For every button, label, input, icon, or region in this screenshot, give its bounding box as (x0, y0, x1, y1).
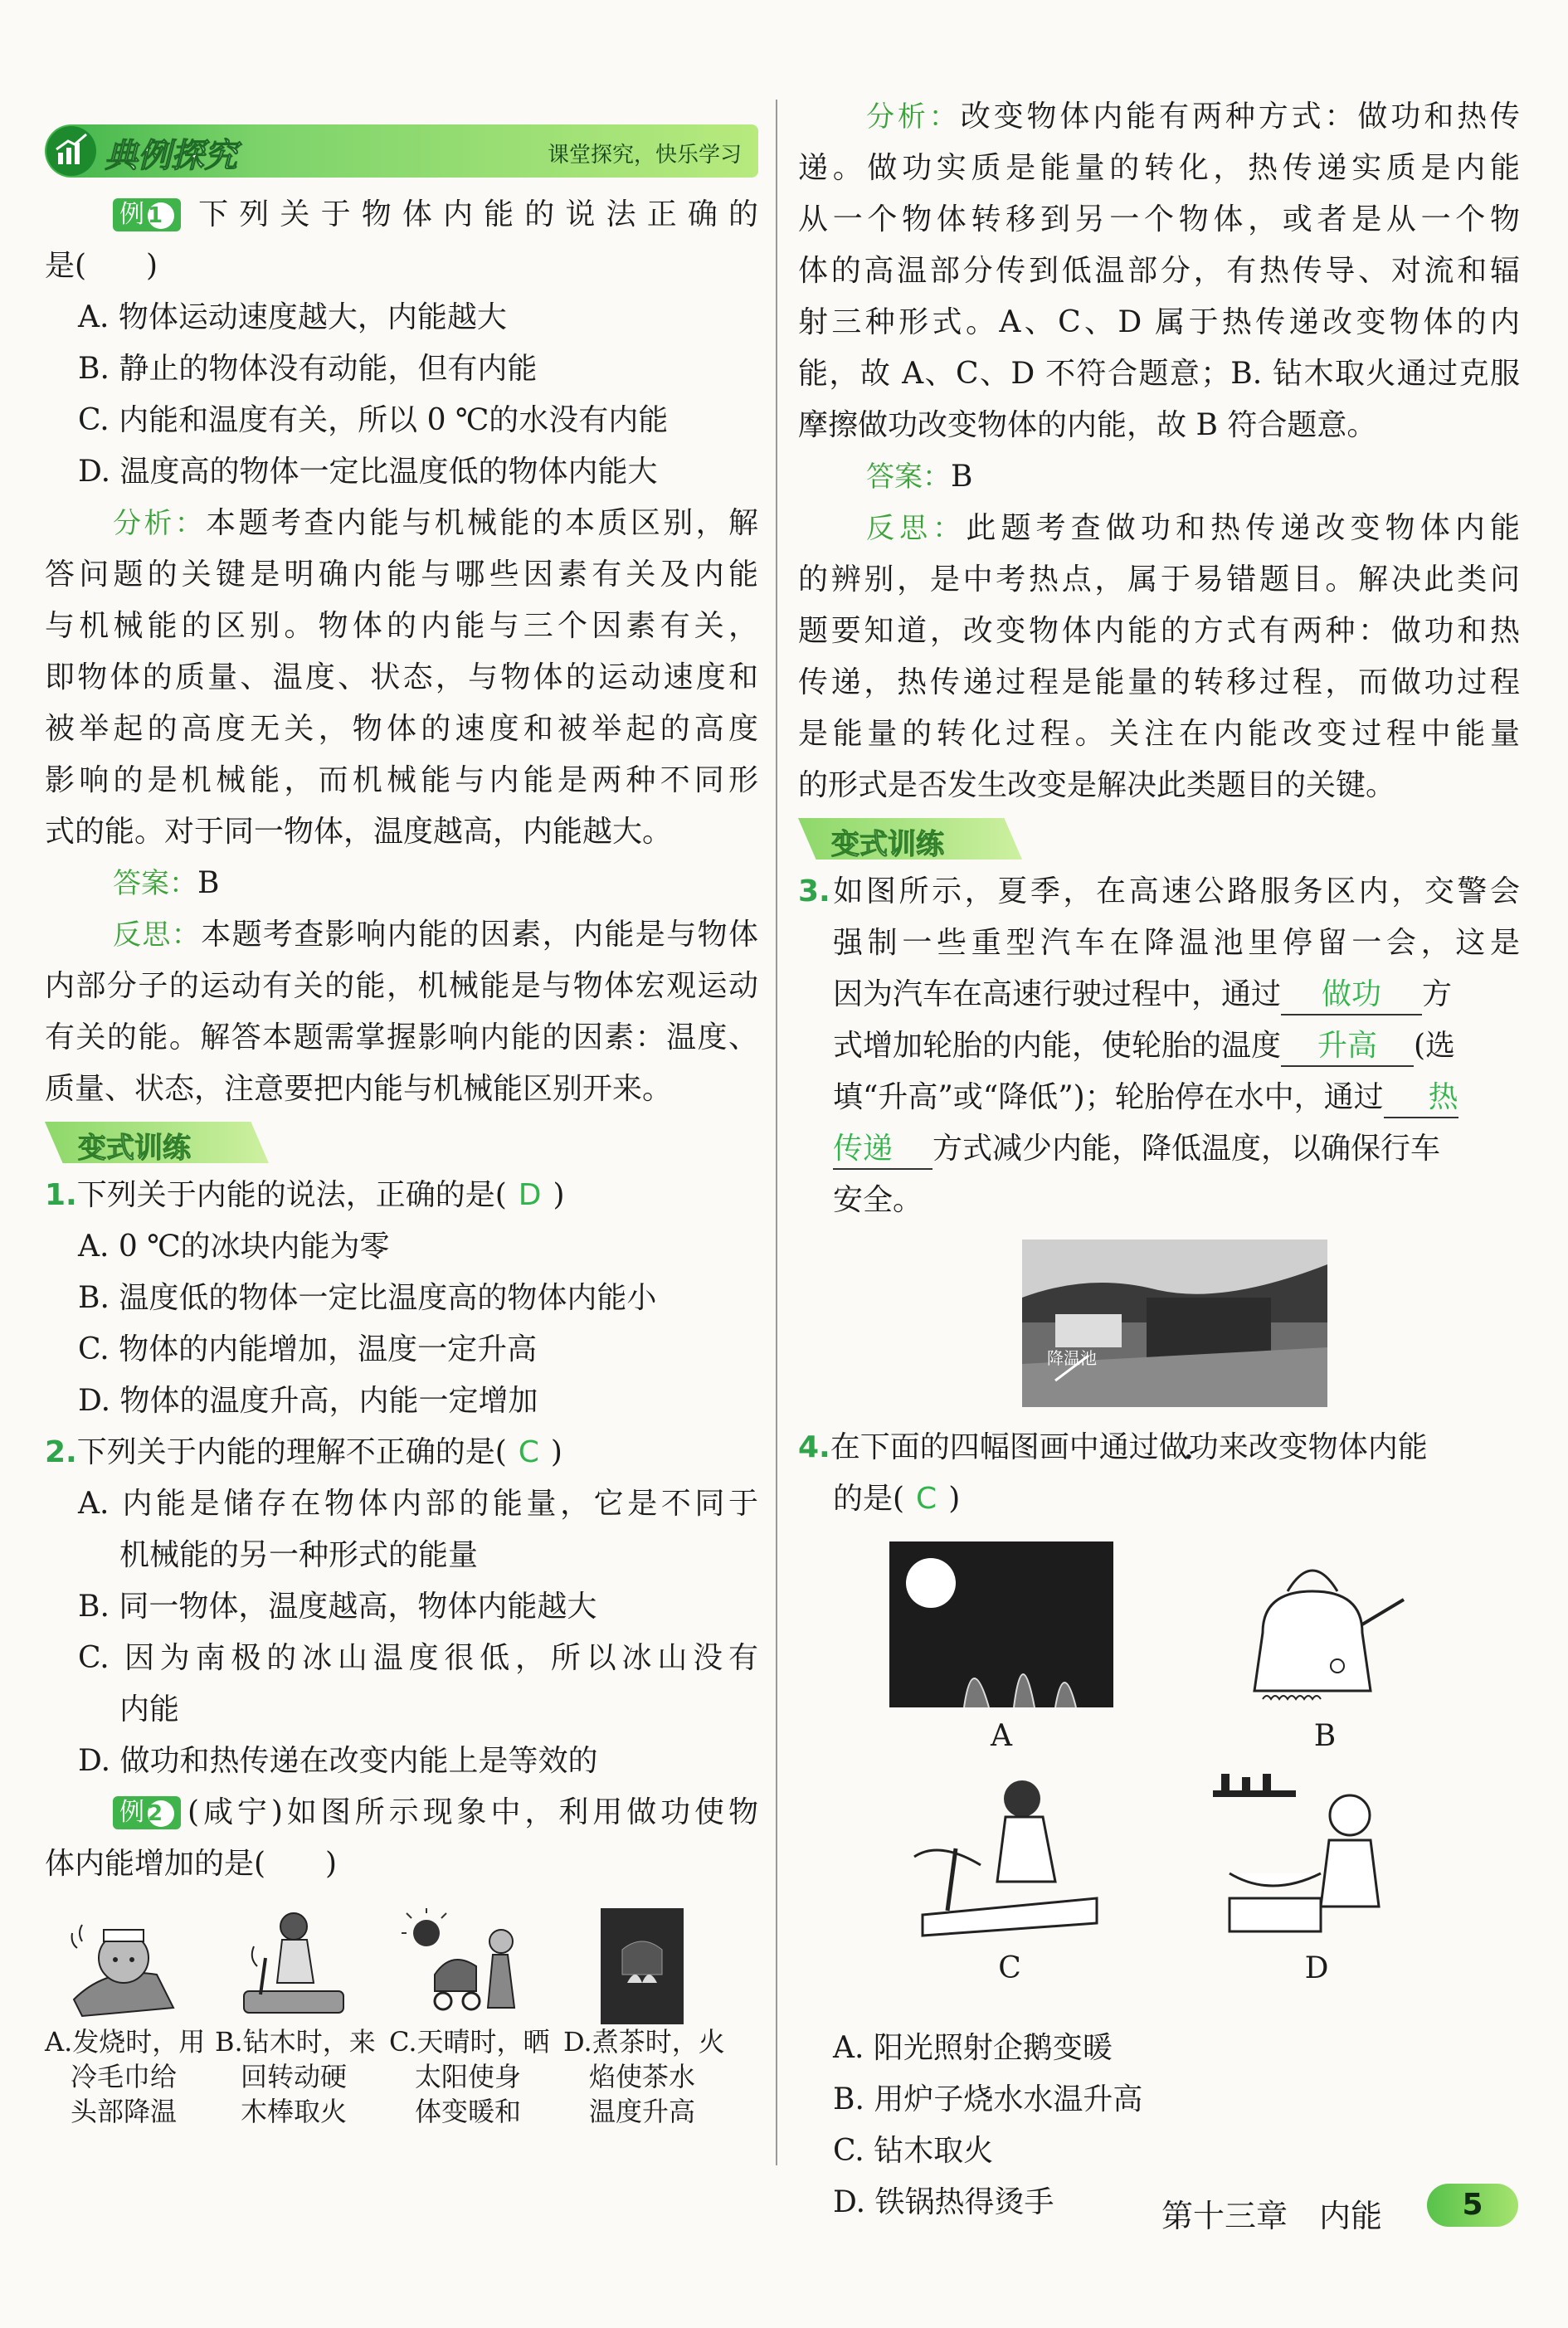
example2-reflect-line: 的形式是否发生改变是解决此类题目的关键。 (798, 768, 1396, 802)
example2-stem: 例 2 (咸宁)如图所示现象中，利用做功使物 (45, 1787, 758, 1839)
figure-c: C.天晴时，晒 太阳使身 体变暖和 (389, 1908, 547, 2129)
example2-reflect-line: 传递，热传递过程是能量的转移过程，而做功过程 (798, 665, 1520, 699)
q4-option-d: D. 铁锅热得烫手 (833, 2185, 1054, 2219)
right-column (798, 91, 1520, 2228)
example1-analysis-line: 被举起的高度无关，物体的速度和被举起的高度 (45, 712, 758, 746)
figure-a: A.发烧时，用 冷毛巾给 头部降温 (45, 1908, 202, 2129)
answer-label: 答案： (866, 460, 951, 494)
photo-label: 降温池 (1047, 1348, 1097, 1368)
fire-drill-illustration (898, 1774, 1122, 1940)
question-1: 1.下列关于内能的说法，正确的是( D ) (45, 1178, 565, 1212)
analysis-label: 分析： (113, 507, 207, 540)
answer-blank-3b: 传递 (833, 1130, 933, 1170)
kettle-stove-illustration (1213, 1541, 1437, 1707)
q2-option-c: C. 因为南极的冰山温度很低，所以冰山没有 (78, 1641, 758, 1675)
q2-option-b: B. 同一物体，温度越高，物体内能越大 (78, 1590, 597, 1624)
example1-reflect-line: 反思：本题考查影响内能的因素，内能是与物体 (113, 918, 758, 952)
example1-analysis-line: 分析：本题考查内能与机械能的本质区别，解 (113, 506, 758, 540)
question-3-line: 安全。 (833, 1183, 923, 1217)
example1-reflect-line: 质量、状态，注意要把内能与机械能区别开来。 (45, 1072, 673, 1106)
example1-analysis-line: 式的能。对于同一物体，温度越高，内能越大。 (45, 815, 673, 849)
example2-answer: 答案：B (866, 460, 973, 494)
question-2: 2.下列关于内能的理解不正确的是( C ) (45, 1435, 562, 1469)
example2-analysis-line: 递。做功实质是能量的转化，热传递实质是内能 (798, 151, 1520, 185)
q4-figure-c: C (898, 1774, 1122, 1994)
example1-option-a: A. 物体运动速度越大，内能越大 (78, 300, 507, 334)
question-3-line: 因为汽车在高速行驶过程中，通过 做功 方 (798, 969, 1520, 1020)
example2-figures (45, 1908, 758, 2215)
answer-label: 答案： (113, 867, 197, 900)
q4-figure-a: A (889, 1541, 1113, 1762)
example1-option-b: B. 静止的物体没有动能，但有内能 (78, 352, 538, 386)
question-3-line: 强制一些重型汽车在降温池里停留一会，这是 (833, 926, 1520, 960)
question-3: 3.如图所示，夏季，在高速公路服务区内，交警会 (798, 874, 1520, 908)
answer-1: D (518, 1178, 542, 1212)
example2-tag: 例 2 (113, 1796, 181, 1829)
example1-answer: 答案：B (113, 866, 220, 900)
example2-analysis-line: 分析：改变物体内能有两种方式：做功和热传 (866, 100, 1520, 134)
example2-analysis-line: 能，故 A、C、D 不符合题意；B. 钻木取火通过克服 (798, 357, 1520, 391)
figure-d: D.煮茶时，火 焰使茶水 温度升高 (563, 1908, 721, 2129)
example1-tag: 例 1 (113, 198, 181, 231)
penguin-sun-illustration (889, 1541, 1113, 1707)
example2-reflect-line: 题要知道，改变物体内能的方式有两种：做功和热 (798, 614, 1520, 648)
example2-reflect-line: 的辨别，是中考热点，属于易错题目。解决此类问 (798, 563, 1520, 597)
q4-option-b: B. 用炉子烧水水温升高 (833, 2082, 1143, 2116)
q4-option-a: A. 阳光照射企鹅变暖 (833, 2031, 1113, 2065)
example1-stem: 例 1 下列关于物体内能的说法正确的 (45, 189, 758, 241)
fever-child-illustration (57, 1908, 190, 2024)
q2-option-d: D. 做功和热传递在改变内能上是等效的 (78, 1744, 598, 1778)
example1-reflect-line: 有关的能。解答本题需掌握影响内能的因素：温度、 (45, 1020, 758, 1054)
answer-blank-2: 升高 (1281, 1027, 1414, 1067)
sun-stroller-illustration (402, 1908, 534, 2024)
question-3-line: 式增加轮胎的内能，使轮胎的温度 升高 (选 (798, 1020, 1520, 1072)
chart-icon (46, 126, 96, 176)
drilling-wood-illustration (227, 1908, 360, 2024)
question-3-line: 填“升高”或“降低”)；轮胎停在水中，通过 热 (798, 1072, 1520, 1123)
example2-reflect-line: 反思：此题考查做功和热传递改变物体内能 (866, 511, 1520, 545)
answer-2: C (518, 1435, 539, 1469)
q3-photo-wrap (798, 1231, 1520, 1422)
cooling-pool-photo (1022, 1239, 1327, 1407)
q2-option-a: A. 内能是储存在物体内部的能量，它是不同于 (78, 1487, 758, 1521)
question-3-line: 传递 方式减少内能，降低温度，以确保行车 (798, 1123, 1520, 1175)
answer-blank-1: 做功 (1281, 976, 1422, 1015)
example2-analysis-line: 体的高温部分传到低温部分，有热传导、对流和辐 (798, 254, 1520, 288)
analysis-label: 分析： (866, 100, 961, 134)
question-4-line: 的是( C ) (833, 1482, 961, 1516)
practice-tag: 变式训练 (798, 818, 1520, 860)
column-divider (776, 100, 777, 2165)
example1-analysis-line: 即物体的质量、温度、状态，与物体的运动速度和 (45, 660, 758, 694)
q2-option-c-cont: 内能 (119, 1692, 180, 1727)
q4-figure-d: D (1205, 1774, 1429, 1994)
example2-analysis-line: 从一个物体转移到另一个物体，或者是从一个物 (798, 202, 1520, 236)
q4-figure-b: B (1213, 1541, 1437, 1762)
q1-option-d: D. 物体的温度升高，内能一定增加 (78, 1384, 538, 1418)
example1-option-c: C. 内能和温度有关，所以 0 ℃的水没有内能 (78, 403, 669, 437)
example1-analysis-line: 答问题的关键是明确内能与哪些因素有关及内能 (45, 558, 758, 592)
left-column (45, 124, 758, 2215)
tea-kettle-fire-photo (576, 1908, 709, 2024)
q1-option-a: A. 0 ℃的冰块内能为零 (78, 1230, 390, 1264)
reflect-label: 反思： (113, 918, 202, 952)
example2-stem-line2: 体内能增加的是( ) (45, 1847, 338, 1881)
page-number: 5 (1427, 2184, 1518, 2227)
example2-analysis-line: 射三种形式。A、C、D 属于热传递改变物体的内 (798, 305, 1520, 339)
example1-stem-line2: 是( ) (45, 249, 158, 283)
section-banner (45, 124, 758, 178)
practice-tag: 变式训练 (45, 1122, 758, 1163)
section-subtitle: 课堂探究，快乐学习 (547, 143, 742, 168)
reflect-label: 反思： (866, 512, 967, 545)
q1-option-b: B. 温度低的物体一定比温度高的物体内能小 (78, 1281, 657, 1315)
answer-blank-3a: 热 (1384, 1079, 1458, 1118)
section-title: 典例探究 (105, 137, 237, 175)
figure-b: B.钻木时，来 回转动硬 木棒取火 (215, 1908, 373, 2129)
example1-analysis-line: 与机械能的区别。物体的内能与三个因素有关， (45, 609, 758, 643)
q1-option-c: C. 物体的内能增加，温度一定升高 (78, 1332, 538, 1366)
example1-analysis-line: 影响的是机械能，而机械能与内能是两种不同形 (45, 763, 758, 797)
example1-option-d: D. 温度高的物体一定比温度低的物体内能大 (78, 455, 658, 489)
hot-wok-illustration (1205, 1774, 1429, 1940)
example2-reflect-line: 是能量的转化过程。关注在内能改变过程中能量 (798, 717, 1520, 751)
example2-analysis-line: 摩擦做功改变物体的内能，故 B 符合题意。 (798, 408, 1377, 442)
q4-option-c: C. 钻木取火 (833, 2134, 994, 2168)
emphasis-dots: 做功 (1158, 1430, 1219, 1464)
question-4: 4.在下面的四幅图画中通过做功来改变物体内能 (798, 1430, 1428, 1464)
example1-reflect-line: 内部分子的运动有关的能，机械能是与物体宏观运动 (45, 969, 758, 1003)
answer-4: C (916, 1482, 937, 1516)
chapter-title: 第十三章 内能 (1161, 2198, 1383, 2234)
q4-figures (798, 1525, 1520, 2023)
q2-option-a-cont: 机械能的另一种形式的能量 (119, 1538, 479, 1572)
